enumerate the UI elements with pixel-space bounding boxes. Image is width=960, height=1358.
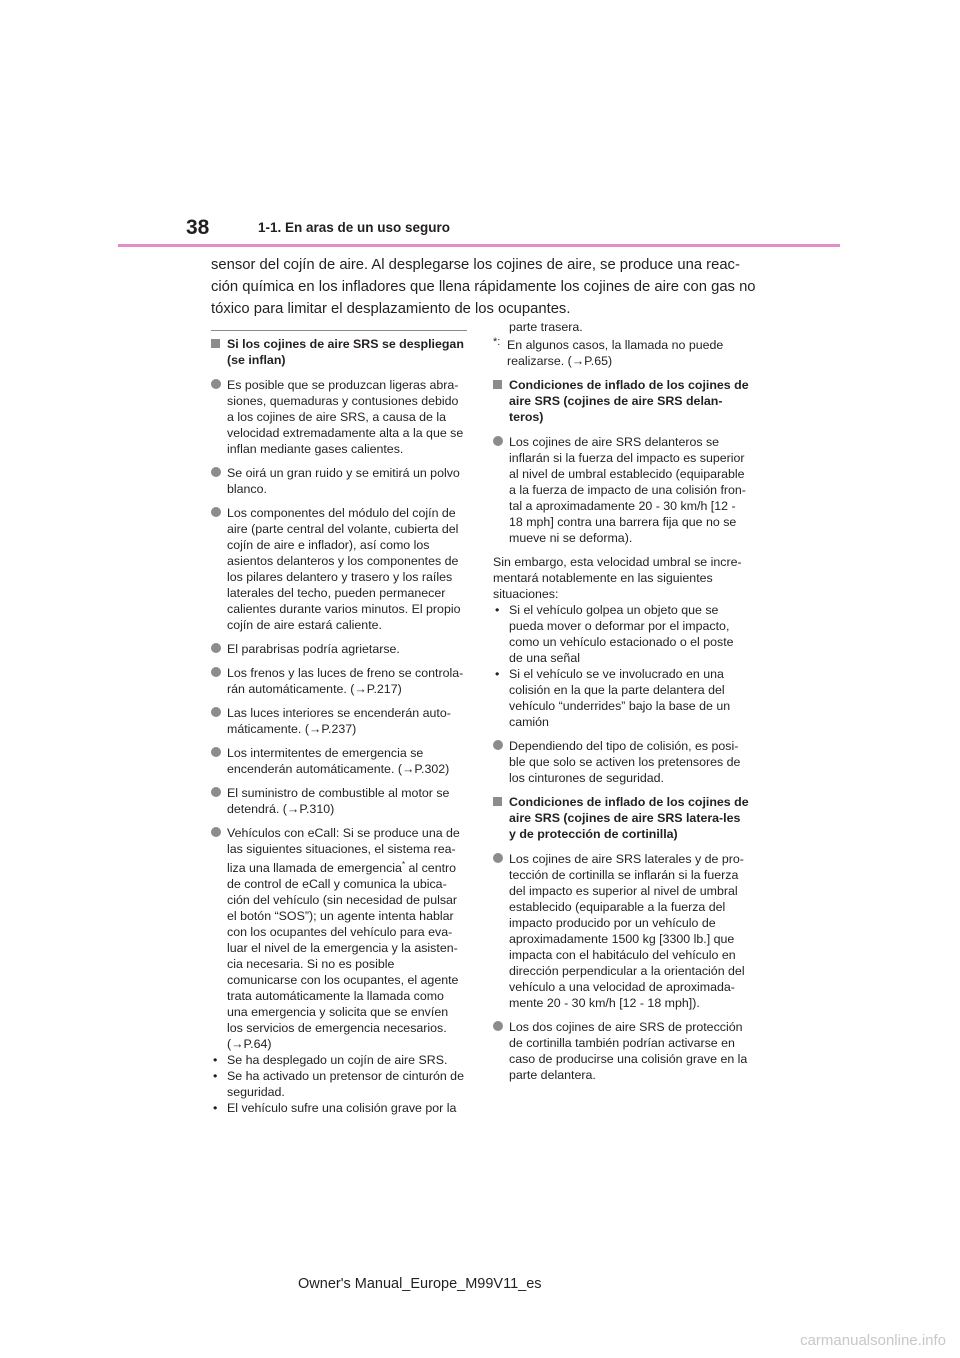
item-text: Es posible que se produzcan ligeras abra-siones, quemaduras y contusiones debido a los cojines de aire SRS, a causa de la velocidad extremadamente alta a la que se inflan mediante gases calientes. [227, 378, 464, 456]
item-text: Los cojines de aire SRS delanteros se inflarán si la fuerza del impacto es superior al nivel de umbral establecido (equiparable a la fuerza de impacto de una colisión fron-tal a aproximadamente 20 - 30 km/h [12 - 18 mph] contra una barrera fija que no se mueve ni se deforma). [509, 435, 746, 545]
sub-item-text: Si el vehículo se ve involucrado en una colisión en la que la parte delantera del vehículo “underrides” bajo la base de un camión [509, 667, 731, 729]
intro-line: tóxico para limitar el desplazamiento de los ocupantes. [211, 301, 571, 317]
circle-bullet-icon [493, 740, 503, 750]
footnote-text: En algunos casos, la llamada no puede realizarse. (→P.65) [507, 338, 724, 368]
item-text: al centro de control de eCall y comunica la ubica-ción del vehículo (sin necesidad de pulsar el botón “SOS”); un agente intenta hablar con los ocupantes del vehículo para eva-luar el nivel de la emergencia y la asisten-cia necesaria. Si no es posible comunicarse con los ocupantes, el agente trata automáticamente la llamada como una emergencia y solicita que se envíen los servicios de emergencia necesarios. (→P.64) [227, 861, 459, 1052]
sub-list-item: • Si el vehículo golpea un objeto que se pueda mover o deformar por el impacto, como un vehículo estacionado o el poste de una señal [495, 603, 734, 665]
circle-bullet-icon [211, 667, 221, 677]
heading-text: Condiciones de inflado de los cojines de aire SRS (cojines de aire SRS delan-teros) [509, 378, 749, 424]
list-item [211, 505, 467, 633]
circle-bullet-icon [211, 707, 221, 717]
item-text: El parabrisas podría agrietarse. [227, 642, 400, 656]
item-text: Los componentes del módulo del cojín de aire (parte central del volante, cubierta del cojín de aire e inflador), así como los asientos delanteros y los componentes de los pilares delantero y trasero y los raíles laterales del techo, pueden permanecer calientes durante varios minutos. El propio cojín de aire estará caliente. [227, 506, 461, 632]
circle-bullet-icon [211, 827, 221, 837]
left-column [211, 330, 467, 1116]
item-text: Los intermitentes de emergencia se encenderán automáticamente. (→P.302) [227, 746, 450, 776]
sub-item-text: El vehículo sufre una colisión grave por la [227, 1101, 457, 1116]
item-text: Se oirá un gran ruido y se emitirá un polvo blanco. [227, 466, 460, 496]
sub-list-item: • Si el vehículo se ve involucrado en una colisión en la que la parte delantera del vehículo “underrides” bajo la base de un camión [495, 667, 731, 729]
heading-text: Si los cojines de aire SRS se despliegan (se inflan) [227, 337, 464, 367]
footnote-marker: *: [493, 336, 501, 348]
paragraph [493, 554, 749, 602]
item-text: Vehículos con eCall: Si se produce una de las siguientes situaciones, el sistema rea-liza una llamada de emergencia [227, 826, 460, 876]
intro-line: ción química en los infladores que llena rápidamente los cojines de aire con gas no [211, 279, 756, 295]
circle-bullet-icon [211, 747, 221, 757]
square-bullet-icon [493, 380, 502, 389]
list-item [211, 785, 467, 817]
circle-bullet-icon [493, 436, 503, 446]
page-number: 38 [186, 216, 210, 239]
list-item [493, 1019, 749, 1083]
section-heading [211, 336, 467, 368]
intro-paragraph [211, 254, 771, 320]
heading-text: Condiciones de inflado de los cojines de aire SRS (cojines de aire SRS latera-les y de protección de cortinilla) [509, 795, 749, 841]
list-item [211, 465, 467, 497]
section-title: 1-1. En aras de un uso seguro [258, 220, 451, 235]
item-text: Dependiendo del tipo de colisión, es posi-ble que solo se activen los pretensores de los cinturones de seguridad. [509, 739, 741, 785]
sub-list-item: • Se ha desplegado un cojín de aire SRS. [213, 1053, 448, 1068]
right-column [493, 319, 749, 1091]
square-bullet-icon [211, 339, 220, 348]
sub-item-text: Se ha activado un pretensor de cinturón de seguridad. [227, 1069, 464, 1100]
sub-list-item: • Se ha activado un pretensor de cinturón de seguridad. [213, 1069, 464, 1100]
list-item [493, 851, 749, 1011]
list-item [211, 377, 467, 457]
section-heading [493, 377, 749, 425]
item-text: El suministro de combustible al motor se detendrá. (→P.310) [227, 786, 450, 816]
watermark[interactable]: carmanualsonline.info [800, 1332, 946, 1349]
paragraph-text: Sin embargo, esta velocidad umbral se incre-mentará notablemente en las siguientes situaciones: [493, 555, 742, 601]
item-text: Los cojines de aire SRS laterales y de pro-tección de cortinilla se inflarán si la fuerza del impacto es superior al nivel de umbral establecido (equiparable a la fuerza del impacto producido por un vehículo de aproximadamente 1500 kg [3300 lb.] que impacta con el habitáculo del vehículo en dirección perpendicular a la orientación del vehículo a una velocidad de aproximada-mente 20 - 30 km/h [12 - 18 mph]). [509, 852, 745, 1010]
sub-list [211, 1052, 467, 1116]
circle-bullet-icon [493, 1021, 503, 1031]
footnote-marker: * [401, 860, 406, 869]
item-text: Los dos cojines de aire SRS de protección de cortinilla también podrían activarse en caso de producirse una colisión grave en la parte delantera. [509, 1020, 748, 1082]
square-bullet-icon [493, 797, 502, 806]
list-item [211, 665, 467, 697]
continued-text: parte trasera. [509, 320, 583, 334]
sub-item-text: Se ha desplegado un cojín de aire SRS. [227, 1053, 448, 1068]
list-item [493, 738, 749, 786]
section-heading [493, 794, 749, 842]
intro-line: sensor del cojín de aire. Al desplegarse los cojines de aire, se produce una reac- [211, 257, 740, 273]
sub-item-text: Si el vehículo golpea un objeto que se pueda mover o deformar por el impacto, como un vehículo estacionado o el poste de una señal [509, 603, 734, 665]
circle-bullet-icon [493, 853, 503, 863]
list-item [211, 705, 467, 737]
footnote [493, 337, 749, 369]
sub-list [493, 602, 749, 730]
sub-list-item: • El vehículo sufre una colisión grave por la [213, 1101, 457, 1116]
circle-bullet-icon [211, 467, 221, 477]
circle-bullet-icon [211, 507, 221, 517]
footer-text: Owner's Manual_Europe_M99V11_es [298, 1276, 542, 1292]
circle-bullet-icon [211, 643, 221, 653]
circle-bullet-icon [211, 379, 221, 389]
list-item [211, 825, 467, 1052]
list-item [493, 434, 749, 546]
circle-bullet-icon [211, 787, 221, 797]
item-text: Las luces interiores se encenderán auto-máticamente. (→P.237) [227, 706, 451, 736]
header-rule [118, 244, 840, 247]
list-item [211, 641, 467, 657]
item-text: Los frenos y las luces de freno se controla-rán automáticamente. (→P.217) [227, 666, 464, 696]
list-item [211, 745, 467, 777]
